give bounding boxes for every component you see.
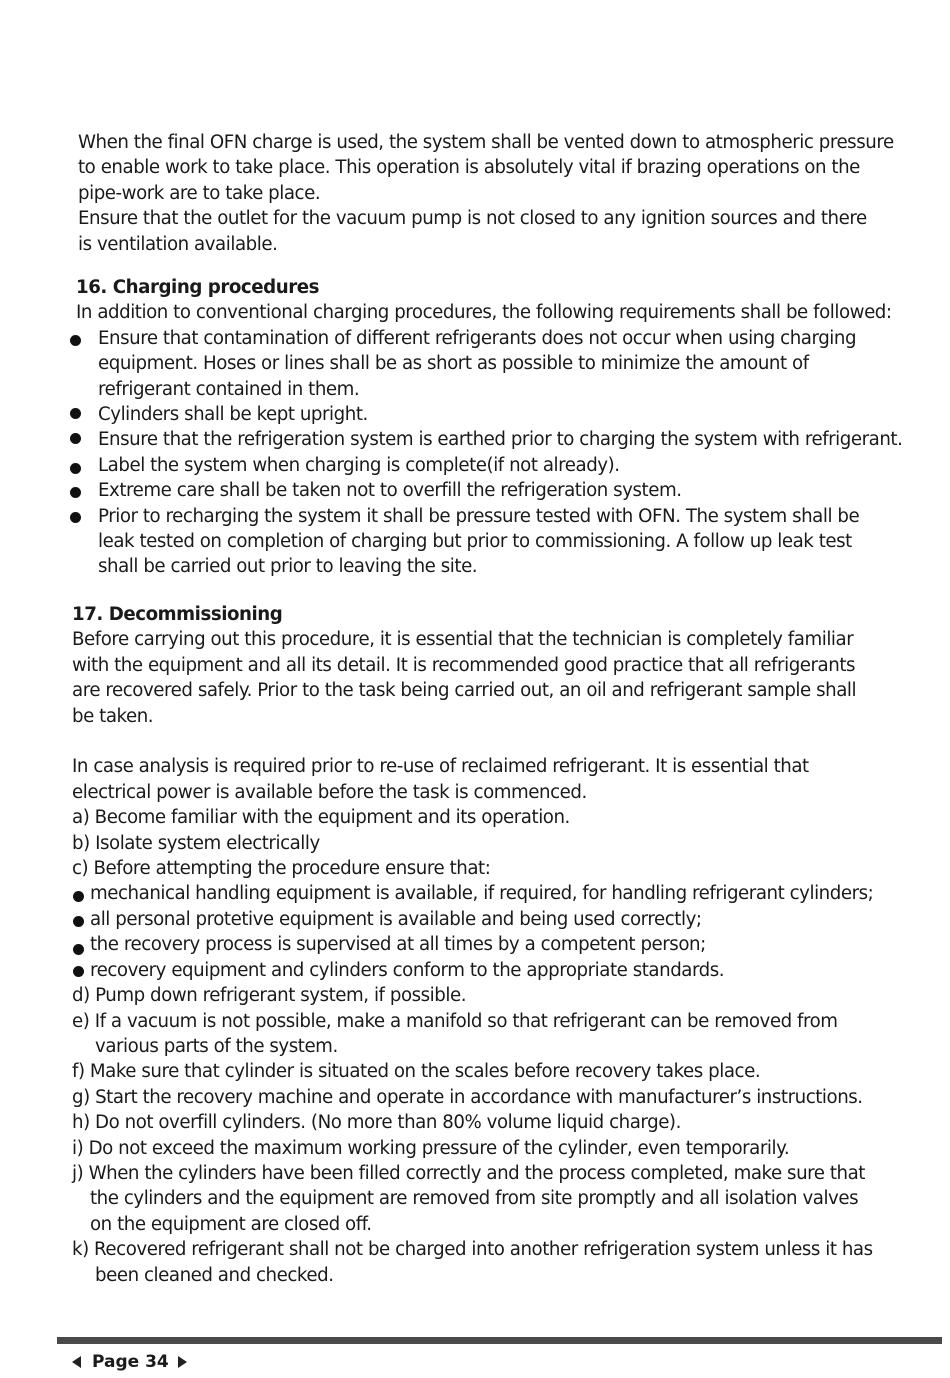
- page-footer: [72, 1352, 187, 1372]
- bullet-icon: [73, 891, 84, 902]
- bullet-icon: [73, 916, 84, 927]
- list-item: [90, 958, 873, 983]
- text-line: Ensure that the refrigeration system is earthed prior to charging the system with refrigerant.: [98, 429, 903, 451]
- list-item: [98, 402, 902, 427]
- previous-page-arrow-icon[interactable]: [72, 1356, 81, 1368]
- intro-paragraph: [78, 130, 894, 257]
- text-line: are recovered safely. Prior to the task being carried out, an oil and refrigerant sample shall: [72, 680, 857, 702]
- step-item: h) Do not overfill cylinders. (No more than 80% volume liquid charge).: [72, 1112, 681, 1134]
- page-number: Page 34: [92, 1352, 169, 1372]
- bullet-icon: [70, 433, 81, 444]
- text-line: be taken.: [72, 705, 154, 727]
- text-line: been cleaned and checked.: [95, 1264, 334, 1286]
- text-line: Ensure that contamination of different refrigerants does not occur when using charging: [98, 327, 857, 349]
- text-line: Extreme care shall be taken not to overfill the refrigeration system.: [98, 480, 682, 502]
- list-item: [90, 881, 873, 906]
- step-item: i) Do not exceed the maximum working pressure of the cylinder, even temporarily.: [72, 1137, 790, 1159]
- text-line: Ensure that the outlet for the vacuum pump is not closed to any ignition sources and there: [78, 208, 867, 230]
- footer-rule: [57, 1337, 942, 1344]
- step-item: [72, 1009, 873, 1060]
- text-line: Cylinders shall be kept upright.: [98, 404, 368, 426]
- text-line: the recovery process is supervised at all times by a competent person;: [90, 934, 706, 956]
- bullet-list: [98, 326, 902, 580]
- next-page-arrow-icon[interactable]: [178, 1356, 187, 1368]
- bullet-icon: [70, 335, 81, 346]
- section-lead: In addition to conventional charging procedures, the following requirements shall be followed:: [76, 302, 892, 324]
- text-line: Before carrying out this procedure, it is essential that the technician is completely familiar: [72, 629, 854, 651]
- list-item: [98, 478, 902, 503]
- step-item: f) Make sure that cylinder is situated on the scales before recovery takes place.: [72, 1061, 761, 1083]
- step-item: b) Isolate system electrically: [72, 832, 320, 854]
- text-line: pipe-work are to take place.: [78, 182, 321, 204]
- list-item: [98, 326, 902, 402]
- text-line: to enable work to take place. This operation is absolutely vital if brazing operations on the: [78, 157, 860, 179]
- step-item: g) Start the recovery machine and operate in accordance with manufacturer’s instructions.: [72, 1086, 863, 1108]
- text-line: Prior to recharging the system it shall be pressure tested with OFN. The system shall be: [98, 505, 860, 527]
- text-line: equipment. Hoses or lines shall be as short as possible to minimize the amount of: [98, 353, 809, 375]
- text-line: In case analysis is required prior to re-use of reclaimed refrigerant. It is essential that: [72, 756, 809, 778]
- bullet-icon: [70, 487, 81, 498]
- text-line: When the final OFN charge is used, the system shall be vented down to atmospheric pressure: [78, 132, 894, 153]
- section-heading: 17. Decommissioning: [72, 604, 283, 625]
- text-line: is ventilation available.: [78, 233, 278, 255]
- text-line: mechanical handling equipment is available, if required, for handling refrigerant cylinders;: [90, 883, 874, 905]
- ensure-bullet-list: [90, 881, 873, 983]
- text-line: all personal protetive equipment is available and being used correctly;: [90, 908, 702, 930]
- step-item: d) Pump down refrigerant system, if possible.: [72, 985, 467, 1007]
- bullet-icon: [73, 966, 84, 977]
- text-line: recovery equipment and cylinders conform to the appropriate standards.: [90, 959, 725, 981]
- list-item: [90, 907, 873, 932]
- bullet-icon: [70, 512, 81, 523]
- text-line: shall be carried out prior to leaving the site.: [98, 556, 478, 578]
- list-item: [98, 427, 902, 452]
- section-heading: 16. Charging procedures: [76, 277, 319, 298]
- bullet-icon: [73, 944, 84, 955]
- bullet-icon: [70, 408, 81, 419]
- section-decommissioning: [72, 602, 873, 1288]
- step-item: a) Become familiar with the equipment and its operation.: [72, 807, 570, 829]
- text-line: e) If a vacuum is not possible, make a manifold so that refrigerant can be removed from: [72, 1010, 838, 1032]
- text-line: refrigerant contained in them.: [98, 378, 360, 400]
- bullet-icon: [70, 463, 81, 474]
- list-item: [98, 453, 902, 478]
- text-line: leak tested on completion of charging but prior to commissioning. A follow up leak test: [98, 531, 852, 553]
- step-item: c) Before attempting the procedure ensure that:: [72, 858, 491, 880]
- text-line: the cylinders and the equipment are removed from site promptly and all isolation valves: [90, 1188, 859, 1210]
- text-line: electrical power is available before the task is commenced.: [72, 781, 587, 803]
- blank-line: [72, 729, 873, 754]
- step-item: [72, 1161, 873, 1237]
- text-line: j) When the cylinders have been filled correctly and the process completed, make sure that: [72, 1162, 865, 1184]
- text-line: with the equipment and all its detail. It is recommended good practice that all refrigerants: [72, 654, 856, 676]
- list-item: [90, 932, 873, 957]
- text-line: k) Recovered refrigerant shall not be charged into another refrigeration system unless it has: [72, 1239, 873, 1261]
- text-line: on the equipment are closed off.: [90, 1213, 372, 1235]
- text-line: various parts of the system.: [95, 1035, 338, 1057]
- text-line: Label the system when charging is complete(if not already).: [98, 454, 620, 476]
- step-item: [72, 1237, 873, 1288]
- list-item: [98, 504, 902, 580]
- section-charging-procedures: [76, 275, 902, 580]
